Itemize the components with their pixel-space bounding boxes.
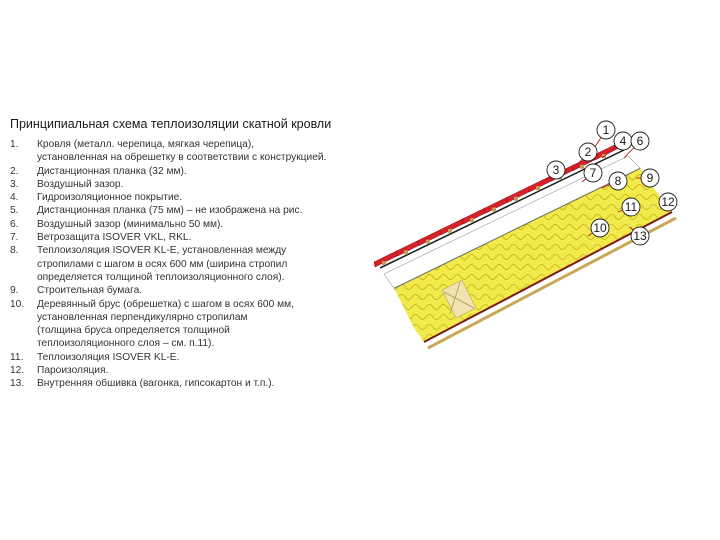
callout-label: 10 [593, 221, 607, 235]
legend-number: 11. [10, 351, 24, 363]
callout-12 [659, 193, 677, 211]
callout-label: 9 [646, 171, 654, 185]
legend-item [10, 244, 370, 284]
legend-item [10, 165, 370, 178]
legend-item [10, 377, 370, 390]
batten [580, 165, 584, 169]
legend-item [10, 231, 370, 244]
callout-13 [630, 227, 649, 245]
callout-label: 8 [614, 174, 622, 188]
legend-number: 3. [10, 178, 19, 190]
legend-number: 13. [10, 378, 25, 390]
legend-text: Строительная бумага. [37, 285, 143, 297]
batten [426, 240, 430, 244]
legend-item [10, 364, 370, 377]
legend-item [10, 351, 370, 364]
batten [470, 218, 474, 222]
callout-label: 7 [589, 166, 597, 180]
callout-label: 4 [619, 134, 627, 148]
callout-label: 3 [552, 163, 560, 177]
batten [536, 186, 540, 190]
batten [382, 261, 386, 265]
callout-label: 12 [661, 195, 675, 209]
legend-number: 12. [10, 365, 25, 377]
diagram-title: Принципиальная схема теплоизоляции скатной кровли [10, 117, 332, 131]
legend-text: Гидроизоляционное покрытие. [37, 192, 183, 204]
legend-text: Дистанционная планка (75 мм) – не изображена на рис. [37, 205, 303, 217]
legend-text: Воздушный зазор. [37, 178, 124, 190]
legend-number: 9. [10, 285, 19, 297]
callout-label: 11 [624, 200, 638, 214]
legend-text: Ветрозащита ISOVER VKL, RKL. [37, 232, 192, 244]
legend-text: Пароизоляция. [37, 365, 109, 377]
legend-item [10, 178, 370, 191]
legend-item [10, 298, 370, 351]
batten [514, 197, 518, 201]
legend-number: 4. [10, 192, 19, 204]
legend-number: 5. [10, 205, 19, 217]
legend-item [10, 204, 370, 217]
legend-item [10, 218, 370, 231]
callout-label: 13 [633, 229, 647, 243]
legend-text: Кровля (металл. черепица, мягкая черепица), установленная на обрешетку в соответствии с конструкцией. [37, 139, 327, 164]
batten [492, 208, 496, 212]
callout-7 [582, 164, 602, 182]
callout-label: 6 [636, 134, 644, 148]
legend-text: Внутренняя обшивка (вагонка, гипсокартон и т.п.). [37, 378, 275, 390]
legend-number: 8. [10, 245, 19, 257]
legend-text: Теплоизоляция ISOVER KL-E. [37, 351, 180, 363]
batten [404, 250, 408, 254]
callout-label: 1 [602, 123, 610, 137]
legend-text: Дистанционная планка (32 мм). [37, 165, 187, 177]
legend-text: Теплоизоляция ISOVER KL-E, установленная между стропилами с шагом в осях 600 мм (ширина стропил определяется толщиной теплоизоляционного слоя). [37, 245, 288, 283]
legend-number: 1. [10, 139, 19, 150]
legend-item [10, 191, 370, 204]
legend-item [10, 284, 370, 297]
legend-number: 2. [10, 165, 19, 177]
callout-label: 2 [584, 145, 592, 159]
batten [448, 229, 452, 233]
legend-list [10, 138, 370, 391]
legend-number: 10. [10, 298, 25, 310]
legend-number: 7. [10, 232, 19, 244]
callout-3 [546, 161, 565, 180]
legend-item [10, 138, 370, 165]
legend-number: 6. [10, 218, 19, 230]
legend-text: Воздушный зазор (минимально 50 мм). [37, 218, 224, 230]
roof-section-diagram [370, 112, 690, 357]
legend-text: Деревянный брус (обрешетка) с шагом в осях 600 мм, установленная перпендикулярно стропилам (толщина бруса определяется толщиной теплоизоляционного слоя – см. п.11). [37, 298, 294, 350]
